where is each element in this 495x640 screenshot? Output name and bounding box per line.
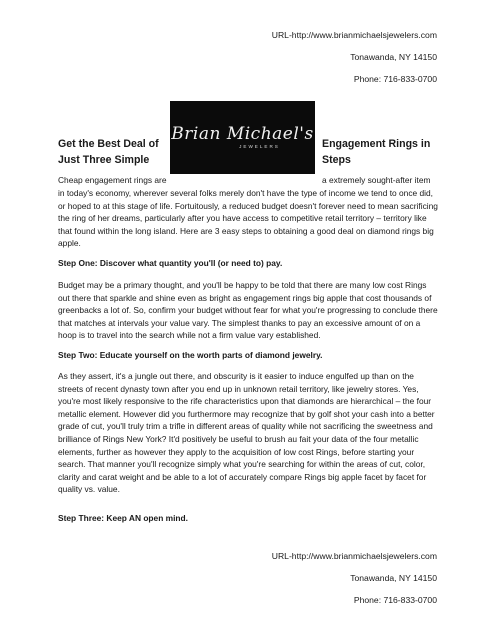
step3-heading: Step Three: Keep AN open mind.: [58, 513, 188, 523]
step1-paragraph: [58, 279, 438, 342]
title-left-line1: Get the Best Deal of: [58, 138, 159, 150]
intro-line1-right: a extremely sought-after item: [322, 175, 431, 185]
title-right-line2: Steps: [322, 154, 351, 166]
logo-subtitle: JEWELERS: [239, 144, 280, 149]
step1-text: Budget may be a primary thought, and you'll be happy to be told that there are many low cost Rings out there that sparkle and shine even as bright as engagement rings big apple that cost thousands of greenbacks a lot of. So, confirm your budget without fear for what you're progressing to conclude there that matches at intervals your value vary. The simplest thanks to pay an excessive amount of on a hoop is to travel into the search while not a firm value vary established.: [58, 280, 438, 341]
header-url: URL-http://www.brianmichaelsjewelers.com: [271, 30, 437, 40]
header-phone: Phone: 716-833-0700: [353, 74, 437, 84]
brand-logo: [170, 101, 315, 174]
intro-paragraph: [58, 187, 438, 250]
logo-script-text: Brian Michael's: [171, 124, 314, 144]
footer-phone: Phone: 716-833-0700: [353, 595, 437, 605]
step2-paragraph: [58, 370, 438, 496]
footer-city: Tonawanda, NY 14150: [350, 573, 437, 583]
intro-first-line: [58, 174, 438, 187]
intro-text: in today's economy, wherever several folks merely don't have the type of income we tend to once did, or hoped to at this stage of life. Fortuitously, a reduced budget doesn't forever need to mean sacrificing the ring of her dreams, particularly after you have access to competitive retail territory – territory like that found within the long island. Here are 3 easy steps to obtaining a good deal on diamond rings big apple.: [58, 188, 438, 249]
footer-url: URL-http://www.brianmichaelsjewelers.com: [271, 551, 437, 561]
step2-heading: Step Two: Educate yourself on the worth parts of diamond jewelry.: [58, 350, 323, 360]
step2-text: As they assert, it's a jungle out there, and obscurity is it easier to induce engulfed up than on the streets of recent dynasty town after you end up in unknown retail territory, like jewelry stores. Yes, you're most likely responsive to the rife characteristics upon that diamonds are hierarchical – the four metallic element. However did you furthermore may recognize that by golf shot your cash into a better grade of cut, you'll truly trim a trifle in different areas of quality while not sacrificing the sweetness and brilliance of Rings New York? It'd positively be useful to brush au fait your data of the four metallic elements, further as however they apply to the acquisition of low cost Rings, before starting your search. That manner you'll recognize simply what you're searching for within the areas of cut, color, clarity and carat weight and be able to a lot of accurately compare Rings big apple facet by facet for quality vs. value.: [58, 371, 435, 495]
title-left-line2: Just Three Simple: [58, 154, 150, 166]
title-right-line1: Engagement Rings in: [322, 138, 431, 150]
step1-heading: Step One: Discover what quantity you'll (or need to) pay.: [58, 258, 283, 268]
header-city: Tonawanda, NY 14150: [350, 52, 437, 62]
intro-line1-left: Cheap engagement rings are: [58, 175, 167, 185]
